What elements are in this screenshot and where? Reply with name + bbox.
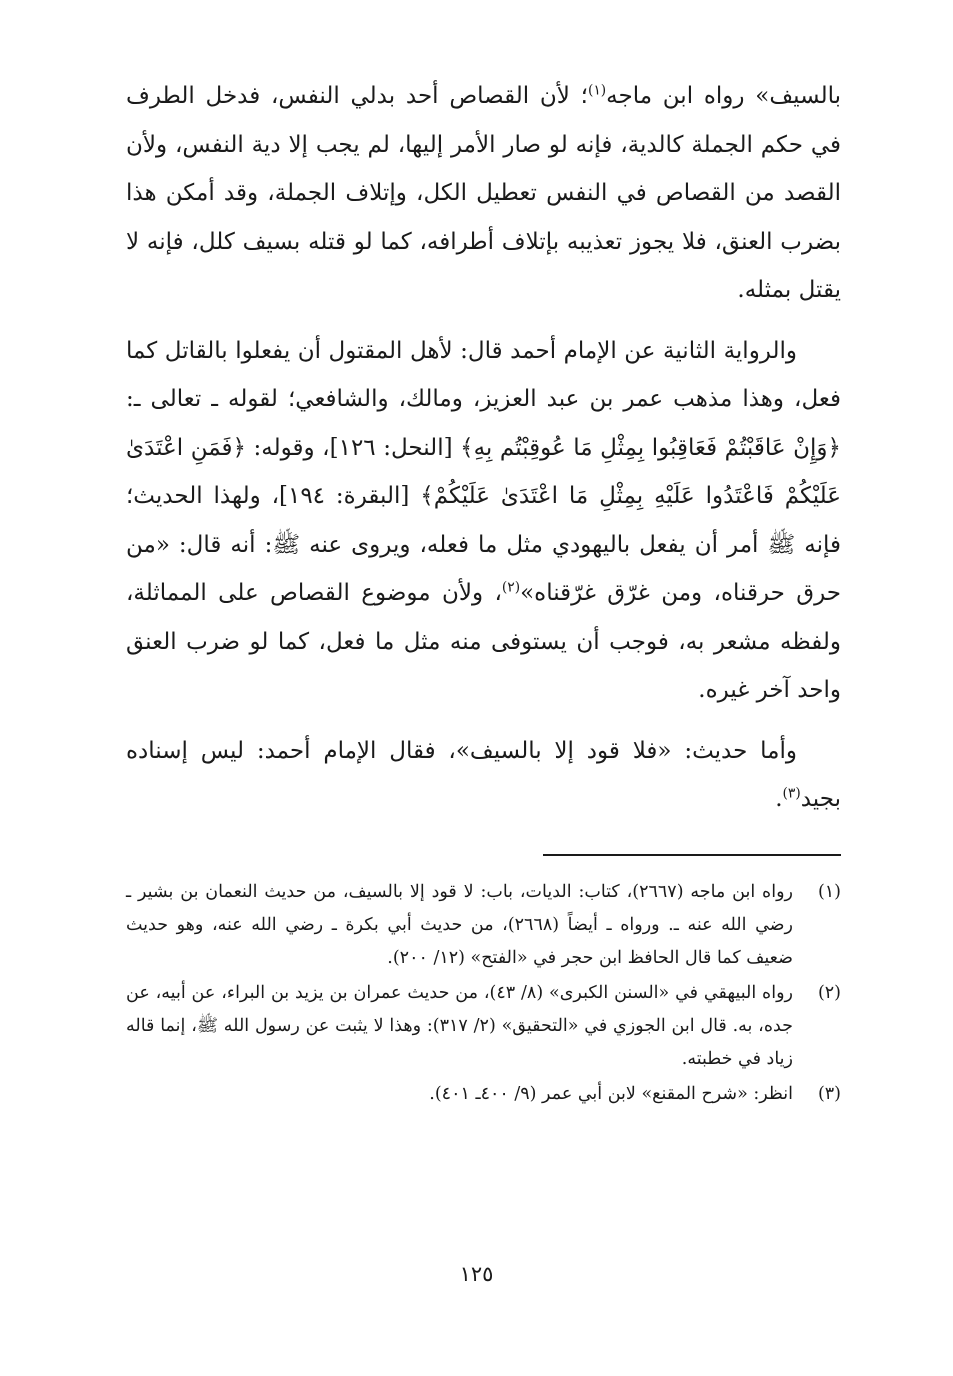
footnote-number: (٣) xyxy=(817,1083,841,1104)
footnote-number: (١) xyxy=(817,881,841,902)
paragraph-2: والرواية الثانية عن الإمام أحمد قال: لأهل المقتول أن يفعلوا بالقاتل كما فعل، وهذا مذهب عمر بن عبد العزيز، ومالك، والشافعي؛ لقوله ـ تعالى ـ: ﴿وَإِنْ عَاقَبْتُمْ فَعَاقِبُوا بِمِثْلِ مَا عُوقِبْتُم بِهِ﴾ [النحل: ١٢٦]، وقوله: ﴿فَمَنِ اعْتَدَىٰ عَلَيْكُمْ فَاعْتَدُوا عَلَيْهِ بِمِثْلِ مَا اعْتَدَىٰ عَلَيْكُمْ﴾ [البقرة: ١٩٤]، ولهذا الحديث؛ فإنه ﷺ أمر أن يفعل باليهودي مثل ما فعله، ويروى عنه ﷺ: أنه قال: «من حرق حرقناه، ومن غرّق غرّقناه»$^{(٢)}$، ولأن موضوع القصاص على المماثلة، ولفظه مشعر به، فوجب أن يستوفى منه مثل ما فعل، كما لو ضرب العنق واحد آخر غيره. xyxy=(126,337,842,703)
footnote-2 xyxy=(126,977,841,1076)
main-text xyxy=(126,72,841,824)
footnotes xyxy=(126,876,841,1111)
footnote-ref-3[interactable]: (٣) xyxy=(782,785,801,802)
page-number: ١٢٥ xyxy=(459,1262,494,1286)
footnote-1 xyxy=(126,876,841,975)
footnote-text: رواه البيهقي في «السنن الكبرى» (٨/ ٤٣)، من حديث عمران بن يزيد بن البراء، عن أبيه، عن جده، به. قال ابن الجوزي في «التحقيق» (٢/ ٣١٧): وهذا لا يثبت عن رسول الله ﷺ، إنما قاله زياد في خطبته. xyxy=(126,982,793,1069)
footnote-3 xyxy=(126,1078,841,1111)
footnote-ref-1[interactable]: (١) xyxy=(587,82,607,99)
footnote-text: انظر: «شرح المقنع» لابن أبي عمر (٩/ ٤٠٠ـ ٤٠١). xyxy=(429,1083,793,1104)
footnote-text: رواه ابن ماجه (٢٦٦٧)، كتاب: الديات، باب: لا قود إلا بالسيف، من حديث النعمان بن بشير ـ رضي الله عنه ـ. ورواه ـ أيضاً (٢٦٦٨)، من حديث أبي بكرة ـ رضي الله عنه، وهو حديث ضعيف كما قال الحافظ ابن حجر في «الفتح» (١٢/ ٢٠٠). xyxy=(126,881,793,968)
footnote-number: (٢) xyxy=(817,982,841,1003)
paragraph-3: وأما حديث: «فلا قود إلا بالسيف»، فقال الإمام أحمد: ليس إسناده بجيد$^{(٣)}$. xyxy=(126,737,841,812)
paragraph-1: بالسيف» رواه ابن ماجه$^{(١)}$؛ لأن القصاص أحد بدلي النفس، فدخل الطرف في حكم الجملة كالدية، فإنه لو صار الأمر إليها، لم يجب إلا دية النفس، ولأن القصد من القصاص في النفس تعطيل الكل، وإتلاف الجملة، وقد أمكن هذا بضرب العنق، فلا يجوز تعذيبه بإتلاف أطرافه، كما لو قتله بسيف كلل، فإنه لا يقتل بمثله. xyxy=(126,82,842,303)
footnote-ref-2[interactable]: (٢) xyxy=(501,579,521,596)
footnote-separator xyxy=(543,854,841,856)
